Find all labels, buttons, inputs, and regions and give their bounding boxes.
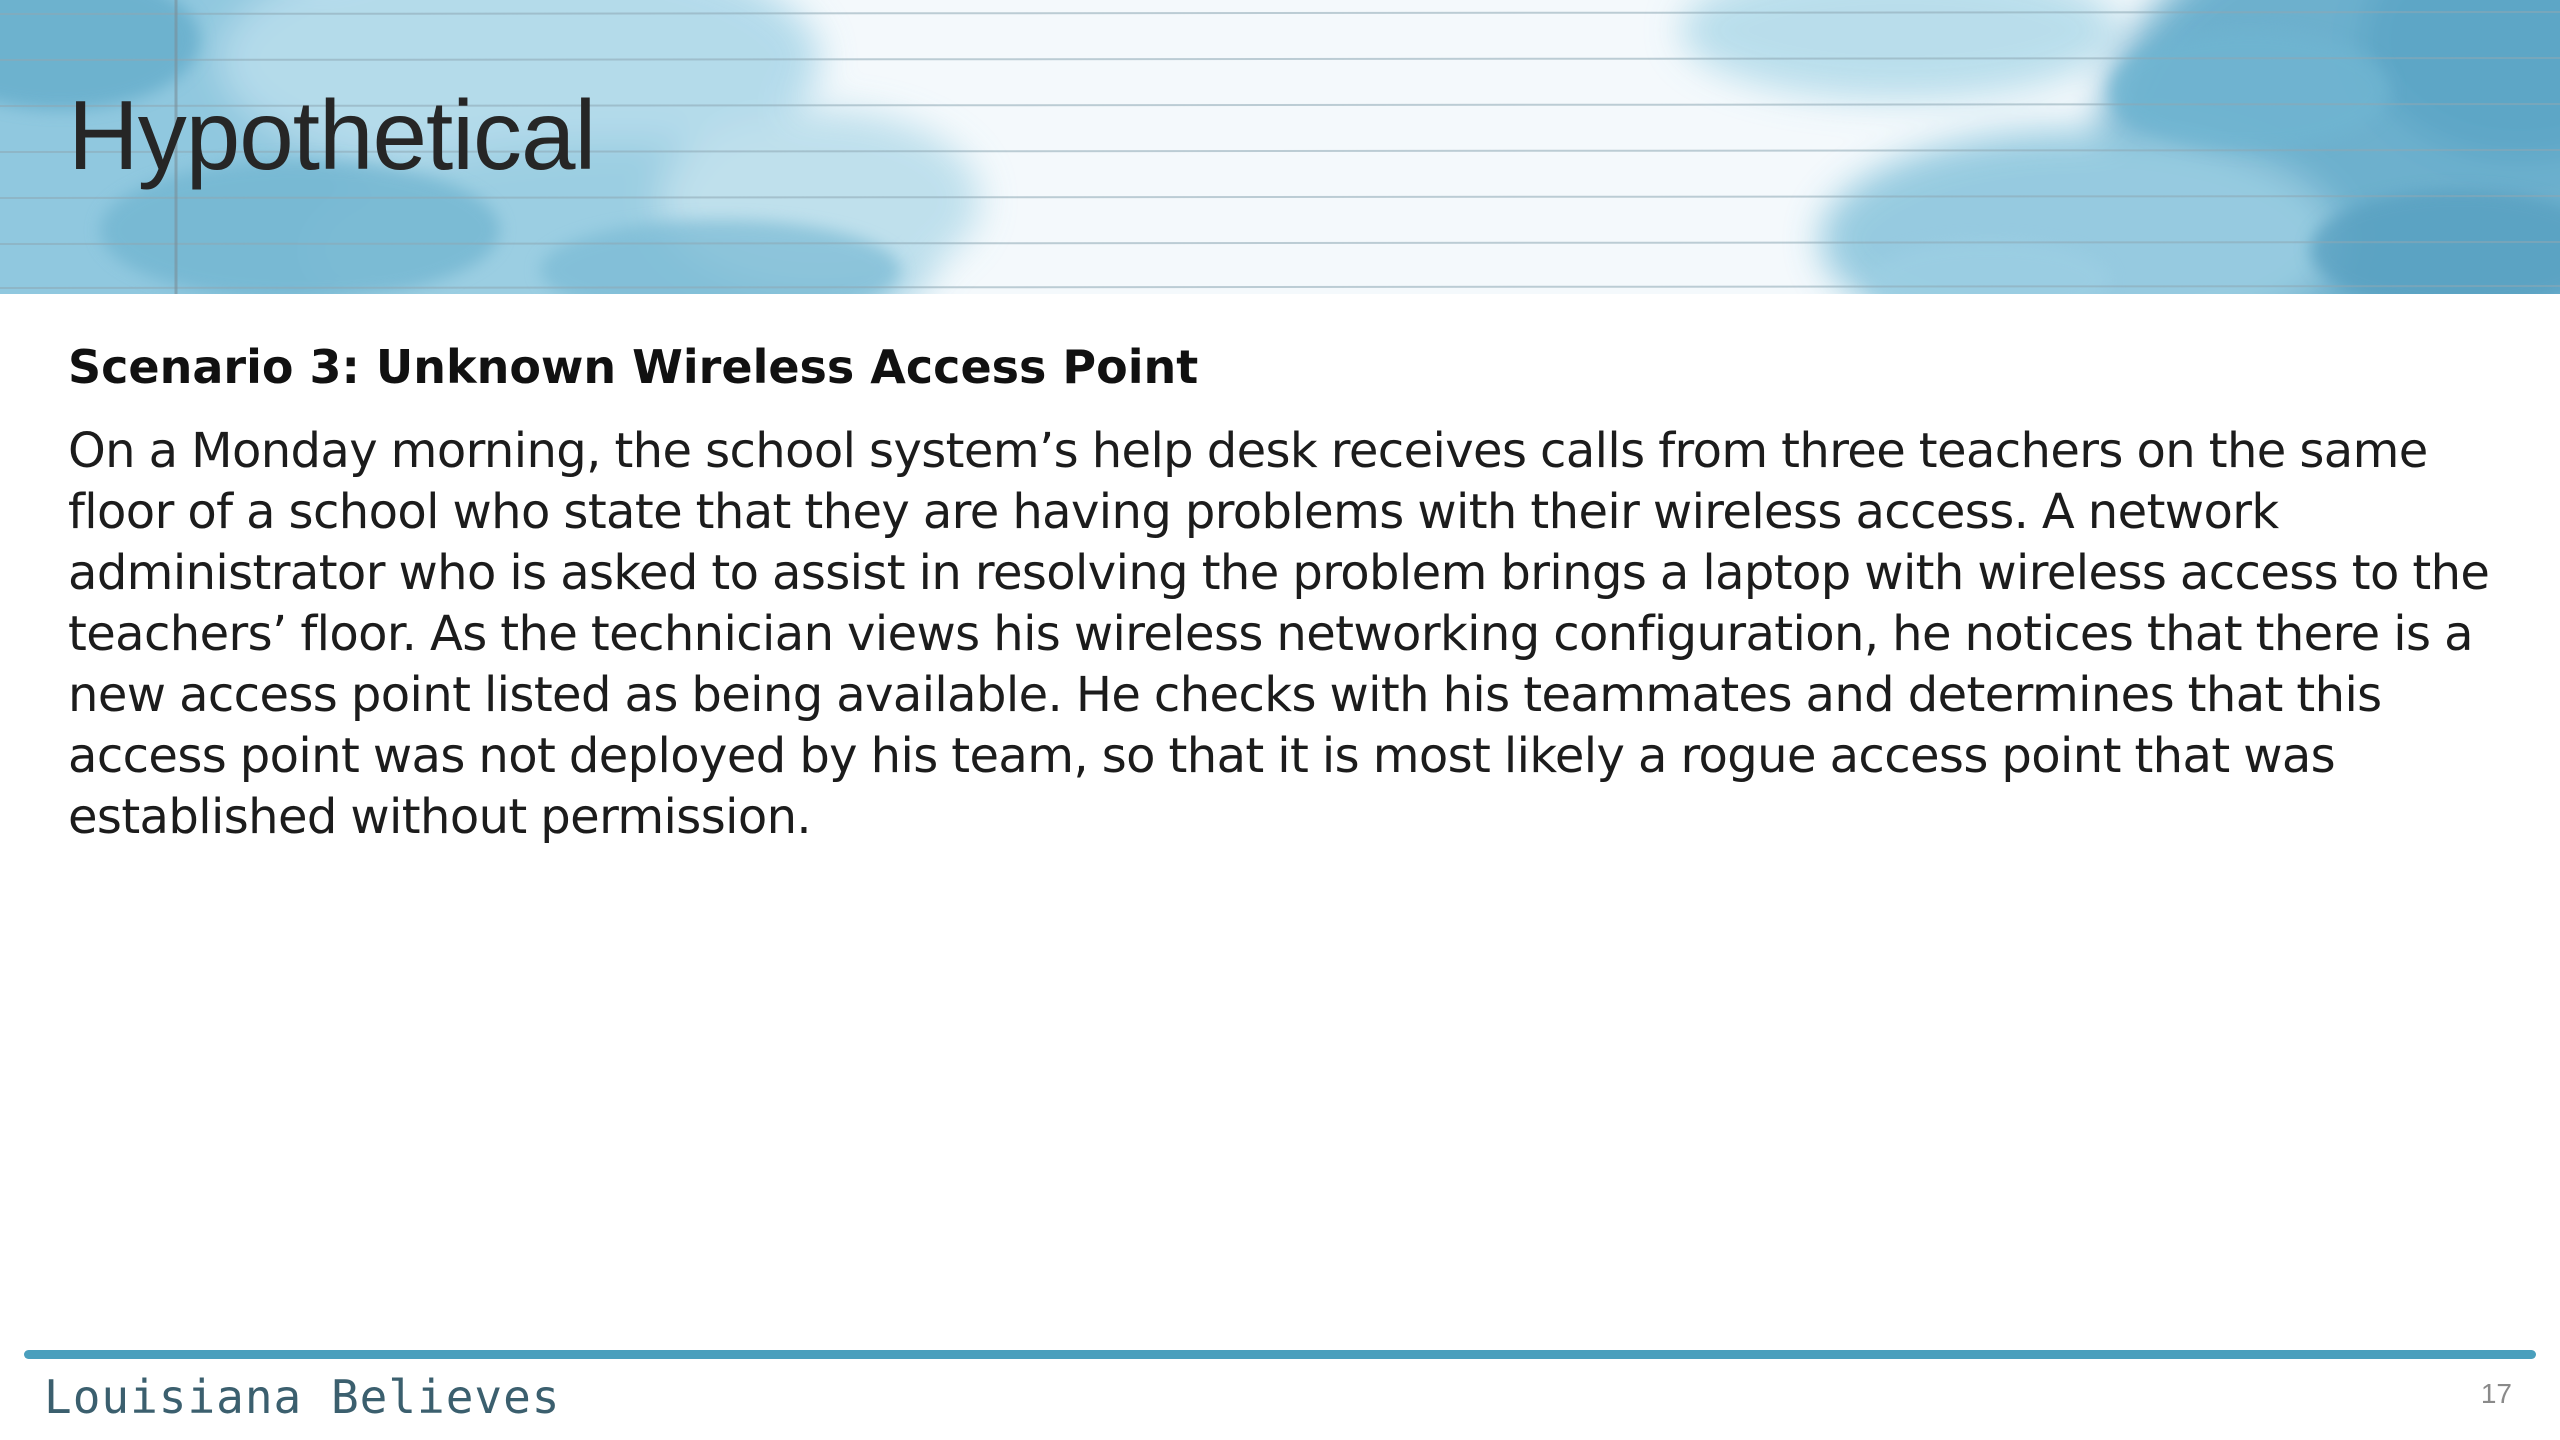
slide-title: Hypothetical [68, 80, 596, 190]
footer-divider [24, 1350, 2536, 1359]
scenario-heading: Scenario 3: Unknown Wireless Access Point [68, 340, 1199, 394]
page-number: 17 [2480, 1378, 2512, 1409]
louisiana-believes-logo: Louisiana Believes [44, 1370, 561, 1424]
slide-content [68, 340, 2508, 848]
scenario-body: On a Monday morning, the school system’s help desk receives calls from three teachers on the same floor of a school who state that they are having problems with their wireless access. A network administrator who is asked to assist in resolving the problem brings a laptop with wireless access to the teachers’ floor. As the technician views his wireless networking configuration, he notices that there is a new access point listed as being available. He checks with his teammates and determines that this access point was not deployed by his team, so that it is most likely a rogue access point that was established without permission. [68, 423, 2490, 846]
